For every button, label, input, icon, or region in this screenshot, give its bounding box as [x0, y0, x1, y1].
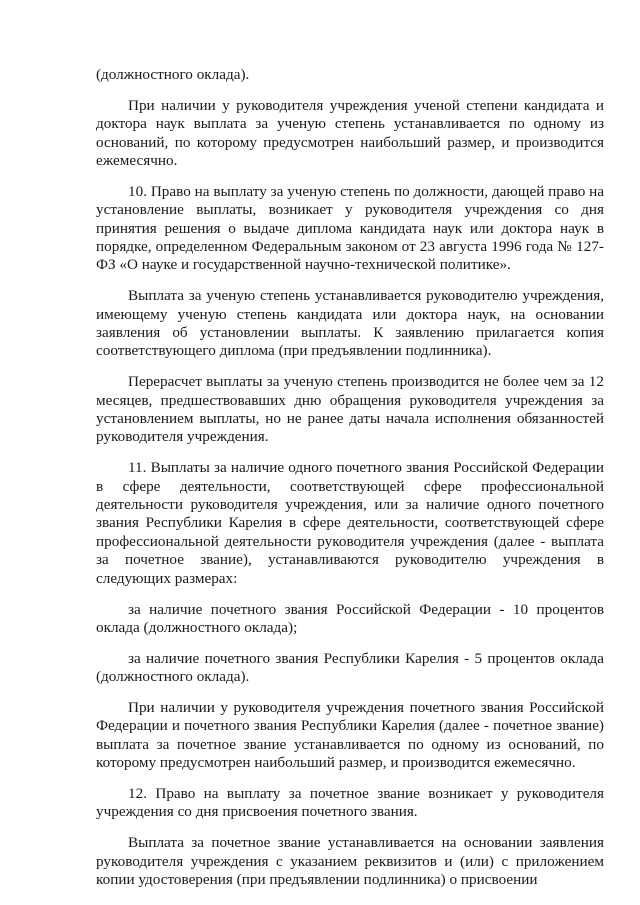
paragraph-title-application: Выплата за почетное звание устанавливается на основании заявления руководителя учреждения с указанием реквизитов и (или) с приложением копии удостоверения (при предъявлении подлинника) о присвоении: [96, 834, 604, 888]
paragraph-11-honorary-title: 11. Выплаты за наличие одного почетного звания Российской Федерации в сфере деятельности, соответствующей сфере профессиональной деятельности руководителя учреждения, или за наличие одного почетного звания Республики Карелия в сфере деятельности, соответствующей сфере профессиональной деятельности руководителя учреждения (далее - выплата за почетное звание), устанавливаются руководителю учреждения в следующих размерах:: [96, 459, 604, 587]
document-body: [96, 66, 604, 889]
paragraph-rf-title-10-percent: за наличие почетного звания Российской Федерации - 10 процентов оклада (должностного оклада);: [96, 600, 604, 636]
paragraph-1-continuation: (должностного оклада).: [96, 66, 250, 83]
paragraph-degree-application: Выплата за ученую степень устанавливается руководителю учреждения, имеющему ученую степень кандидата или доктора наук, на основании заявления об установлении выплаты. К заявлению прилагается копия соответствующего диплома (при предъявлении подлинника).: [96, 287, 604, 360]
paragraph-10-right-to-payment: 10. Право на выплату за ученую степень по должности, дающей право на установление выплаты, возникает у руководителя учреждения со дня принятия решения о выдаче диплома кандидата наук или доктора наук в порядке, определенном Федеральным законом от 23 августа 1996 года № 127-ФЗ «О науке и государственной научно-технической политике».: [96, 182, 604, 274]
paragraph-both-titles: При наличии у руководителя учреждения почетного звания Российской Федерации и почетного звания Республики Карелия (далее - почетное звание) выплата за почетное звание устанавливается по одному из оснований, по которому предусмотрен наибольший размер, и производится ежемесячно.: [96, 698, 604, 772]
paragraph-karelia-title-5-percent: за наличие почетного звания Республики Карелия - 5 процентов оклада (должностного оклада).: [96, 649, 604, 686]
paragraph-12-right-to-title-payment: 12. Право на выплату за почетное звание возникает у руководителя учреждения со дня присвоения почетного звания.: [96, 784, 604, 821]
paragraph-degree-both: При наличии у руководителя учреждения ученой степени кандидата и доктора наук выплата за ученую степень устанавливается по одному из оснований, по которому предусмотрен наибольший размер, и производится ежемесячно.: [96, 96, 604, 170]
paragraph-recalculation: Перерасчет выплаты за ученую степень производится не более чем за 12 месяцев, предшествовавших дню обращения руководителя учреждения за установлением выплаты, но не ранее даты начала исполнения обязанностей руководителя учреждения.: [96, 373, 604, 446]
